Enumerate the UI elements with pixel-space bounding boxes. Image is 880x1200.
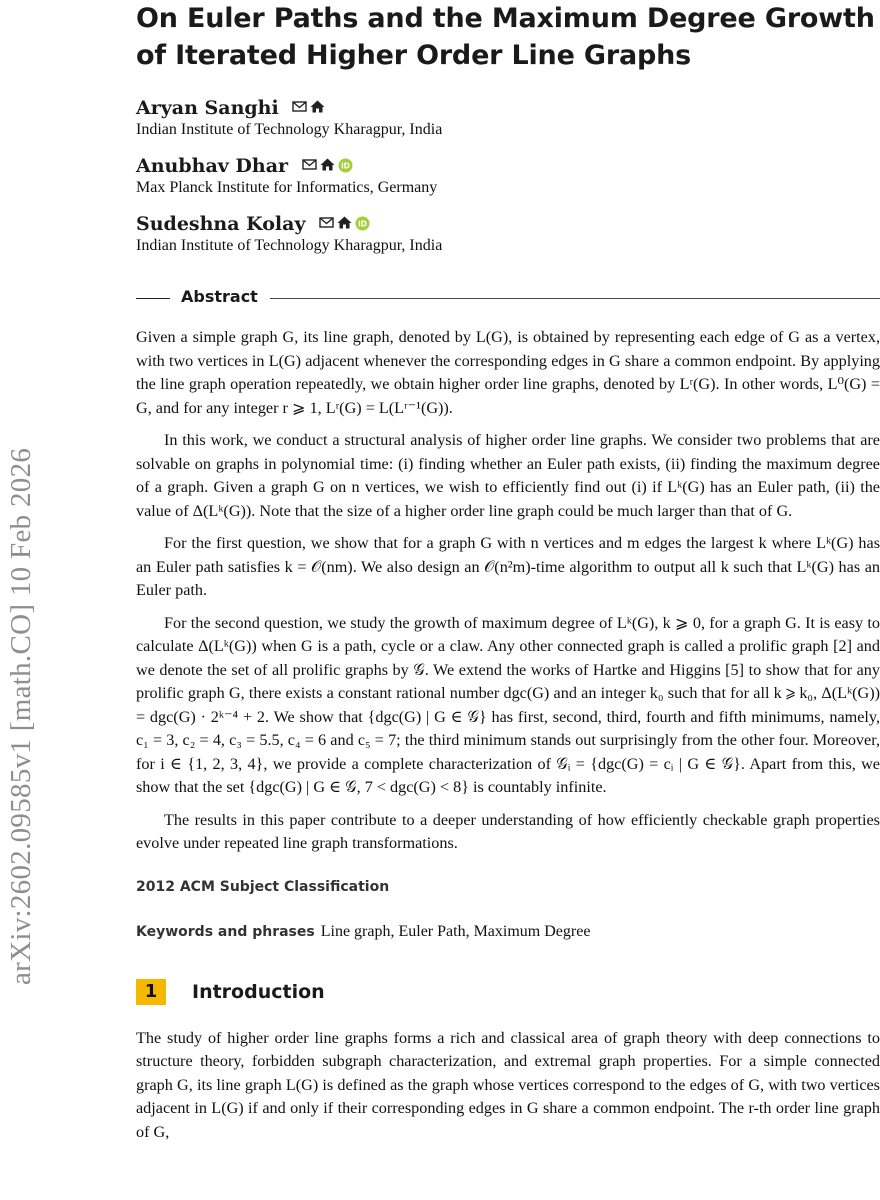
author-name-row <box>136 212 880 236</box>
email-icon[interactable] <box>319 216 334 229</box>
abstract-paragraph: For the second question, we study the growth of maximum degree of Lᵏ(G), k ⩾ 0, for a graph G. It is easy to calculate Δ(Lᵏ(G)) when G is a path, cycle or a claw. Any other connected graph is called a prolific graph [2] and we denote the set of all prolific graphs by 𝒢. We extend the works of Hartke and Higgins [5] to show that for any prolific graph G, there exists a constant rational number dgc(G) and an integer k₀ such that for all k ⩾ k₀, Δ(Lᵏ(G)) = dgc(G) · 2ᵏ⁻⁴ + 2. We show that {dgc(G) | G ∈ 𝒢} has first, second, third, fourth and fifth minimums, namely, c₁ = 3, c₂ = 4, c₃ = 5.5, c₄ = 6 and c₅ = 7; the third minimum stands out surprisingly from the other four. Moreover, for i ∈ {1, 2, 3, 4}, we provide a complete characterization of 𝒢ᵢ = {dgc(G) = cᵢ | G ∈ 𝒢}. Apart from this, we show that the set {dgc(G) | G ∈ 𝒢, 7 < dgc(G) < 8} is countably infinite. <box>136 613 880 796</box>
acm-label: 2012 ACM Subject Classification <box>136 878 390 895</box>
author-name: Sudeshna Kolay <box>136 213 306 235</box>
section-number: 1 <box>136 979 166 1005</box>
abstract-paragraph: For the first question, we show that for a graph G with n vertices and m edges the largest k where Lᵏ(G) has an Euler path satisfies k = 𝒪(nm). We also design an 𝒪(n²m)-time algorithm to output all k such that Lᵏ(G) has an Euler path. <box>136 534 880 599</box>
author-affiliation: Max Planck Institute for Informatics, Germany <box>136 179 438 196</box>
email-icon[interactable] <box>302 158 317 171</box>
author-name-row <box>136 154 880 178</box>
author-block <box>136 154 880 198</box>
svg-text:iD: iD <box>358 219 368 229</box>
author-affiliation: Indian Institute of Technology Kharagpur, India <box>136 121 443 138</box>
author-block <box>136 212 880 256</box>
keywords <box>136 921 880 941</box>
svg-text:iD: iD <box>340 161 350 171</box>
abstract-paragraph: In this work, we conduct a structural analysis of higher order line graphs. We consider two problems that are solvable on graphs in polynomial time: (i) finding whether an Euler path exists, (ii) finding the maximum degree of a graph. Given a graph G on n vertices, we wish to efficiently find out (i) if Lᵏ(G) has an Euler path, (ii) the value of Δ(Lᵏ(G)). Note that the size of a higher order line graph could be much larger than that of G. <box>136 431 880 520</box>
email-icon[interactable] <box>292 100 307 113</box>
abstract-rule-right <box>270 298 880 299</box>
abstract-paragraph: The results in this paper contribute to a deeper understanding of how efficiently checkable graph properties evolve under repeated line graph transformations. <box>136 810 880 852</box>
abstract-paragraph: Given a simple graph G, its line graph, denoted by L(G), is obtained by representing each edge of G as a vertex, with two vertices in L(G) adjacent whenever the corresponding edges in G share a common endpoint. By applying the line graph operation repeatedly, we obtain higher order line graphs, denoted by Lʳ(G). In other words, L⁰(G) = G, and for any integer r ⩾ 1, Lʳ(G) = L(Lʳ⁻¹(G)). <box>136 328 880 417</box>
author-block <box>136 96 880 140</box>
keywords-label: Keywords and phrases <box>136 923 315 940</box>
home-icon[interactable] <box>337 216 352 229</box>
paper-page <box>136 0 880 1144</box>
author-name-row <box>136 96 880 120</box>
abstract-rule-left <box>136 298 170 299</box>
abstract-label: Abstract <box>181 287 258 306</box>
intro-paragraph: The study of higher order line graphs forms a rich and classical area of graph theory with deep connections to structure theory, forbidden subgraph characterization, and extremal graph properties. For a simple connected graph G, its line graph L(G) is defined as the graph whose vertices correspond to the edges of G, with two vertices adjacent in L(G) if and only if their corresponding edges in G share a common endpoint. The r-th order line graph of G, <box>136 1028 880 1141</box>
author-affiliation: Indian Institute of Technology Kharagpur, India <box>136 237 443 254</box>
home-icon[interactable] <box>320 158 335 171</box>
orcid-icon[interactable] <box>338 158 353 171</box>
paper-title: On Euler Paths and the Maximum Degree Growth of Iterated Higher Order Line Graphs <box>136 3 875 71</box>
home-icon[interactable] <box>310 100 325 113</box>
author-name: Aryan Sanghi <box>136 97 279 119</box>
orcid-icon[interactable] <box>355 216 370 229</box>
keywords-value: Line graph, Euler Path, Maximum Degree <box>320 922 591 940</box>
abstract-heading <box>136 286 880 308</box>
author-name: Anubhav Dhar <box>136 155 289 177</box>
section-heading <box>136 979 880 1005</box>
acm-classification <box>136 876 880 895</box>
section-title: Introduction <box>192 980 325 1003</box>
arxiv-identifier-stamp: arXiv:2602.09585v1 [math.CO] 10 Feb 2026 <box>5 447 37 985</box>
